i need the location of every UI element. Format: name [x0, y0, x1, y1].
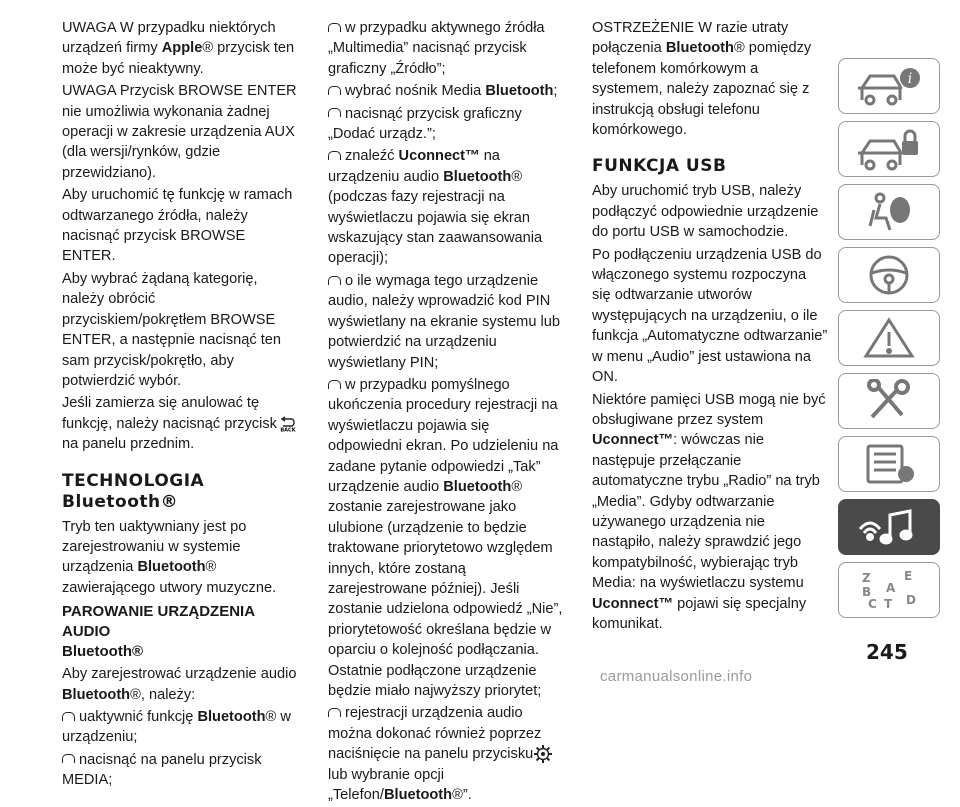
- paragraph: UWAGA Przycisk BROWSE ENTER nie umożliwia wykonania żadnej operacji w zakresie urządzenia AUX (dla wersji/rynków, gdzie przewidziano).: [62, 83, 297, 181]
- bullet-icon: [62, 712, 75, 721]
- tab-multimedia[interactable]: [838, 499, 940, 555]
- svg-text:Z: Z: [862, 571, 871, 585]
- paragraph: Jeśli zamierza się anulować tę funkcję, należy nacisnąć przycisk BACK na panelu przednim.: [62, 393, 302, 454]
- list-item: uaktywnić funkcję Bluetooth® w urządzeniu;: [62, 708, 291, 746]
- text-column-2: [328, 18, 564, 807]
- paragraph: UWAGA W przypadku niektórych urządzeń firmy Apple® przycisk ten może być nieaktywny.: [62, 20, 295, 77]
- list-item: wybrać nośnik Media Bluetooth;: [328, 81, 564, 101]
- list-item: nacisnąć na panelu przycisk MEDIA;: [62, 751, 262, 789]
- steering-wheel-icon: [854, 253, 924, 297]
- tab-warning[interactable]: [838, 310, 940, 366]
- airbag-icon: [854, 190, 924, 234]
- bullet-icon: [328, 108, 341, 117]
- paragraph: Aby uruchomić tryb USB, należy podłączyć odpowiednie urządzenie do portu USB w samochodzie.: [592, 183, 819, 241]
- heading-pairing: PAROWANIE URZĄDZENIA AUDIO Bluetooth®: [62, 603, 255, 661]
- page-number: 245: [866, 640, 908, 664]
- car-lock-icon: [854, 127, 924, 171]
- svg-text:A: A: [886, 581, 896, 595]
- paragraph: Aby zarejestrować urządzenie audio Bluetooth®, należy:: [62, 666, 297, 703]
- phone-settings-gear-icon: [533, 744, 553, 764]
- back-icon: [277, 416, 299, 432]
- list-item: nacisnąć przycisk graficzny „Dodać urządz.”;: [328, 105, 522, 143]
- tab-specs[interactable]: [838, 436, 940, 492]
- paragraph: Tryb ten uaktywniany jest po zarejestrowaniu w systemie urządzenia Bluetooth® zawierającego utwory muzyczne.: [62, 518, 277, 596]
- index-letters-icon: [854, 568, 924, 612]
- warning-triangle-icon: [854, 316, 924, 360]
- bullet-icon: [328, 23, 341, 32]
- paragraph: Niektóre pamięci USB mogą nie być obsługiwane przez system Uconnect™: wówczas nie następuje przełączanie automatyczne trybu „Radio” na tryb „Media”. Gdyby odtwarzanie używanego urządzenia nie nastąpiło, należy sprawdzić jego kompatybilność, wybierając tryb Media: na wyświetlaczu systemu Uconnect™ pojawi się specjalny komunikat.: [592, 391, 826, 632]
- svg-text:T: T: [884, 597, 893, 611]
- svg-text:C: C: [868, 597, 877, 611]
- bullet-icon: [62, 754, 75, 763]
- list-item: w przypadku aktywnego źródła „Multimedia” nacisnąć przycisk graficzny „Źródło”;: [328, 20, 545, 77]
- tab-airbag[interactable]: [838, 184, 940, 240]
- tab-car-lock[interactable]: [838, 121, 940, 177]
- list-item: w przypadku pomyślnego ukończenia procedury rejestracji na wyświetlaczu pojawia się odpowiedni ekran. Po udzieleniu na zadane pytanie odpowiedzi „Tak” urządzenie audio Bluetooth® zostanie zarejestrowane jako ulubione (urządzenie to będzie traktowane priorytetowo względem innych, które zostaną zarejestrowane później). Jeśli zostanie udzielona odpowiedź „Nie”, priorytetowość określana będzie w oparciu o kolejność podłączania. Ostatnie podłączone urządzenie będzie miało najwyższy priorytet;: [328, 376, 563, 699]
- text-column-3: [592, 18, 828, 636]
- paragraph: Aby uruchomić tę funkcję w ramach odtwarzanego źródła, należy nacisnąć przycisk BROWSE ENTER.: [62, 187, 293, 265]
- back-icon-label: BACK: [280, 427, 296, 432]
- bullet-icon: [328, 151, 341, 160]
- paragraph: OSTRZEŻENIE W razie utraty połączenia Bluetooth® pomiędzy telefonem komórkowym a systemem, należy zapoznać się z instrukcją obsługi telefonu komórkowego.: [592, 20, 812, 139]
- svg-text:B: B: [862, 585, 872, 599]
- wrench-icon: [854, 379, 924, 423]
- multimedia-icon: [854, 505, 924, 549]
- car-info-icon: [854, 64, 924, 108]
- list-item: znaleźć Uconnect™ na urządzeniu audio Bluetooth® (podczas fazy rejestracji na wyświetlaczu pojawia się ekran wskazujący stan zaawansowania operacji);: [328, 148, 543, 267]
- bullet-icon: [328, 380, 341, 389]
- svg-text:i: i: [907, 71, 913, 87]
- tab-steering[interactable]: [838, 247, 940, 303]
- specs-list-icon: [854, 442, 924, 486]
- paragraph: Aby wybrać żądaną kategorię, należy obrócić przyciskiem/pokrętłem BROWSE ENTER, a następnie nacisnąć ten sam przycisk/pokrętło, aby potwierdzić wybór.: [62, 270, 282, 389]
- bullet-icon: [328, 86, 341, 95]
- watermark: carmanualsonline.info: [600, 668, 753, 685]
- paragraph: Po podłączeniu urządzenia USB do włączonego systemu rozpoczyna się odtwarzanie utworów występujących na urządzeniu, o ile funkcja „Automatyczne odtwarzanie” w menu „Audio” jest ustawiona na ON.: [592, 246, 828, 386]
- text-column-1: [62, 18, 302, 793]
- list-item: o ile wymaga tego urządzenie audio, należy wprowadzić kod PIN wyświetlany na ekranie systemu lub potwierdzić na urządzeniu wyświetlany PIN;: [328, 272, 560, 371]
- bullet-icon: [328, 708, 341, 717]
- tab-index[interactable]: [838, 562, 940, 618]
- tab-maintenance[interactable]: [838, 373, 940, 429]
- chapter-tabs: [838, 58, 944, 625]
- tab-car-info[interactable]: [838, 58, 940, 114]
- svg-text:E: E: [904, 569, 913, 583]
- heading-technology: TECHNOLOGIA Bluetooth®: [62, 470, 205, 512]
- brand-apple: Apple: [161, 40, 203, 57]
- bullet-icon: [328, 276, 341, 285]
- svg-text:D: D: [906, 593, 916, 607]
- heading-usb: FUNKCJA USB: [592, 156, 727, 177]
- list-item: rejestracji urządzenia audio można dokonać również poprzez naciśnięcie na panelu przycisku lub wybranie opcji „Telefon/Bluetooth®”.: [328, 703, 564, 805]
